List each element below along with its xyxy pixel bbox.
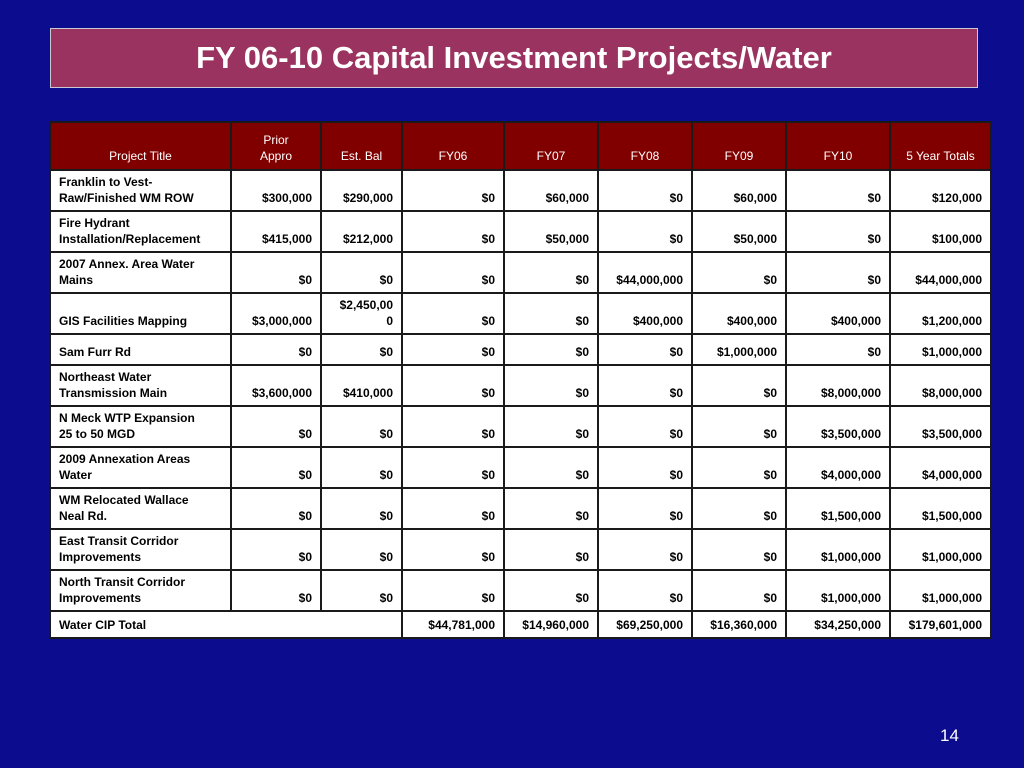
est-bal-line2: $0 [379,427,393,441]
fy09-cell: $0 [692,447,786,488]
project-title-line2: Neal Rd. [59,509,108,523]
project-title-cell [50,211,231,252]
header-project-title: Project Title [50,122,231,170]
fy09-cell: $0 [692,252,786,293]
est-bal-line2: $0 [379,509,393,523]
project-title-cell [50,252,231,293]
total-fy09: $16,360,000 [692,611,786,638]
fy06-cell: $0 [402,211,504,252]
est-bal-cell [321,365,402,406]
prior-appro-cell: $0 [231,447,321,488]
fy08-cell: $0 [598,529,692,570]
est-bal-line1: $2,450,00 [339,298,393,312]
fy06-cell: $0 [402,252,504,293]
fy07-cell: $0 [504,406,598,447]
est-bal-line2: 0 [386,314,393,328]
fy10-cell: $0 [786,211,890,252]
project-title-cell [50,488,231,529]
fy08-cell: $0 [598,365,692,406]
est-bal-line2: $0 [379,273,393,287]
fy08-cell: $0 [598,447,692,488]
est-bal-cell [321,570,402,611]
fy07-cell: $60,000 [504,170,598,211]
prior-appro-cell: $0 [231,529,321,570]
header-prior-appro [231,122,321,170]
table-row [50,211,991,252]
fy08-cell: $0 [598,211,692,252]
table-row [50,334,991,365]
fy07-cell: $0 [504,570,598,611]
fy08-cell: $0 [598,334,692,365]
table-row [50,447,991,488]
5-year-total-cell: $1,000,000 [890,570,991,611]
fy10-cell: $1,000,000 [786,570,890,611]
project-title-cell [50,406,231,447]
header-fy08: FY08 [598,122,692,170]
fy06-cell: $0 [402,529,504,570]
fy06-cell: $0 [402,170,504,211]
fy06-cell: $0 [402,334,504,365]
fy09-cell: $0 [692,529,786,570]
fy08-cell: $0 [598,488,692,529]
header-fy09: FY09 [692,122,786,170]
fy10-cell: $0 [786,252,890,293]
5-year-total-cell: $4,000,000 [890,447,991,488]
fy07-cell: $0 [504,365,598,406]
capital-projects-table [49,121,992,639]
fy10-cell: $1,500,000 [786,488,890,529]
header-row [50,122,991,170]
table-row [50,570,991,611]
fy06-cell: $0 [402,488,504,529]
table-row [50,406,991,447]
total-label: Water CIP Total [50,611,402,638]
prior-appro-cell: $300,000 [231,170,321,211]
project-title-cell [50,447,231,488]
header-5-year-totals: 5 Year Totals [890,122,991,170]
prior-appro-cell: $0 [231,334,321,365]
project-title-line1: Franklin to Vest- [59,175,153,189]
project-title-line1: WM Relocated Wallace [59,493,189,507]
title-banner [50,28,978,88]
5-year-total-cell: $120,000 [890,170,991,211]
project-title-line1: Northeast Water [59,370,152,384]
5-year-total-cell: $8,000,000 [890,365,991,406]
fy07-cell: $0 [504,252,598,293]
project-title-line2: Mains [59,273,94,287]
fy10-cell: $0 [786,334,890,365]
fy06-cell: $0 [402,570,504,611]
fy06-cell: $0 [402,406,504,447]
5-year-total-cell: $1,000,000 [890,529,991,570]
fy07-cell: $0 [504,447,598,488]
page-number: 14 [940,726,959,745]
fy08-cell: $400,000 [598,293,692,334]
est-bal-cell [321,334,402,365]
est-bal-cell [321,447,402,488]
project-title-line2: Raw/Finished WM ROW [59,191,194,205]
fy09-cell: $50,000 [692,211,786,252]
est-bal-line2: $0 [379,591,393,605]
prior-appro-cell: $3,000,000 [231,293,321,334]
5-year-total-cell: $100,000 [890,211,991,252]
fy07-cell: $0 [504,293,598,334]
project-title-line2: 25 to 50 MGD [59,427,136,441]
est-bal-cell [321,293,402,334]
project-title-line2: Installation/Replacement [59,232,201,246]
est-bal-cell [321,529,402,570]
5-year-total-cell: $1,000,000 [890,334,991,365]
est-bal-line2: $0 [379,550,393,564]
total-row [50,611,991,638]
fy08-cell: $0 [598,406,692,447]
est-bal-line2: $212,000 [342,232,393,246]
fy07-cell: $0 [504,488,598,529]
fy09-cell: $0 [692,488,786,529]
fy09-cell: $1,000,000 [692,334,786,365]
project-title-cell [50,293,231,334]
header-prior-line2: Appro [259,149,293,163]
fy09-cell: $0 [692,406,786,447]
project-title-line2: Improvements [59,550,142,564]
est-bal-line2: $0 [379,468,393,482]
project-title-line2: Sam Furr Rd [59,345,132,359]
fy07-cell: $0 [504,529,598,570]
fy09-cell: $0 [692,570,786,611]
header-est-bal: Est. Bal [321,122,402,170]
est-bal-cell [321,211,402,252]
fy06-cell: $0 [402,365,504,406]
project-title-line2: Water [59,468,92,482]
table-row [50,488,991,529]
project-title-line1: 2009 Annexation Areas [59,452,191,466]
5-year-total-cell: $44,000,000 [890,252,991,293]
fy08-cell: $0 [598,170,692,211]
5-year-total-cell: $1,500,000 [890,488,991,529]
fy10-cell: $0 [786,170,890,211]
total-fy10: $34,250,000 [786,611,890,638]
est-bal-line2: $290,000 [342,191,393,205]
header-prior-line1: Prior [263,133,289,147]
project-title-line1: N Meck WTP Expansion [59,411,195,425]
est-bal-line2: $410,000 [342,386,393,400]
prior-appro-cell: $415,000 [231,211,321,252]
est-bal-cell [321,170,402,211]
project-title-cell [50,334,231,365]
total-fy08: $69,250,000 [598,611,692,638]
slide-title: FY 06-10 Capital Investment Projects/Water [196,40,832,75]
est-bal-cell [321,252,402,293]
fy07-cell: $0 [504,334,598,365]
table-row [50,529,991,570]
prior-appro-cell: $0 [231,252,321,293]
table-row [50,252,991,293]
header-fy06: FY06 [402,122,504,170]
header-fy10: FY10 [786,122,890,170]
fy09-cell: $0 [692,365,786,406]
prior-appro-cell: $3,600,000 [231,365,321,406]
table-row [50,170,991,211]
project-title-cell [50,170,231,211]
table-body [50,170,991,638]
fy06-cell: $0 [402,293,504,334]
fy08-cell: $0 [598,570,692,611]
prior-appro-cell: $0 [231,406,321,447]
total-fy07: $14,960,000 [504,611,598,638]
5-year-total-cell: $3,500,000 [890,406,991,447]
project-title-line2: Improvements [59,591,142,605]
project-title-cell [50,529,231,570]
total-5-year: $179,601,000 [890,611,991,638]
project-title-line1: 2007 Annex. Area Water [59,257,195,271]
fy10-cell: $400,000 [786,293,890,334]
fy10-cell: $4,000,000 [786,447,890,488]
5-year-total-cell: $1,200,000 [890,293,991,334]
fy10-cell: $8,000,000 [786,365,890,406]
prior-appro-cell: $0 [231,488,321,529]
table-row [50,365,991,406]
project-title-line1: East Transit Corridor [59,534,179,548]
total-fy06: $44,781,000 [402,611,504,638]
project-title-line2: Transmission Main [59,386,168,400]
fy06-cell: $0 [402,447,504,488]
project-title-line1: North Transit Corridor [59,575,186,589]
project-title-line2: GIS Facilities Mapping [59,314,188,328]
fy07-cell: $50,000 [504,211,598,252]
fy09-cell: $400,000 [692,293,786,334]
fy10-cell: $1,000,000 [786,529,890,570]
fy09-cell: $60,000 [692,170,786,211]
est-bal-cell [321,406,402,447]
fy08-cell: $44,000,000 [598,252,692,293]
fy10-cell: $3,500,000 [786,406,890,447]
project-title-line1: Fire Hydrant [59,216,130,230]
table-row [50,293,991,334]
est-bal-cell [321,488,402,529]
project-title-cell [50,365,231,406]
header-fy07: FY07 [504,122,598,170]
project-title-cell [50,570,231,611]
prior-appro-cell: $0 [231,570,321,611]
est-bal-line2: $0 [379,345,393,359]
